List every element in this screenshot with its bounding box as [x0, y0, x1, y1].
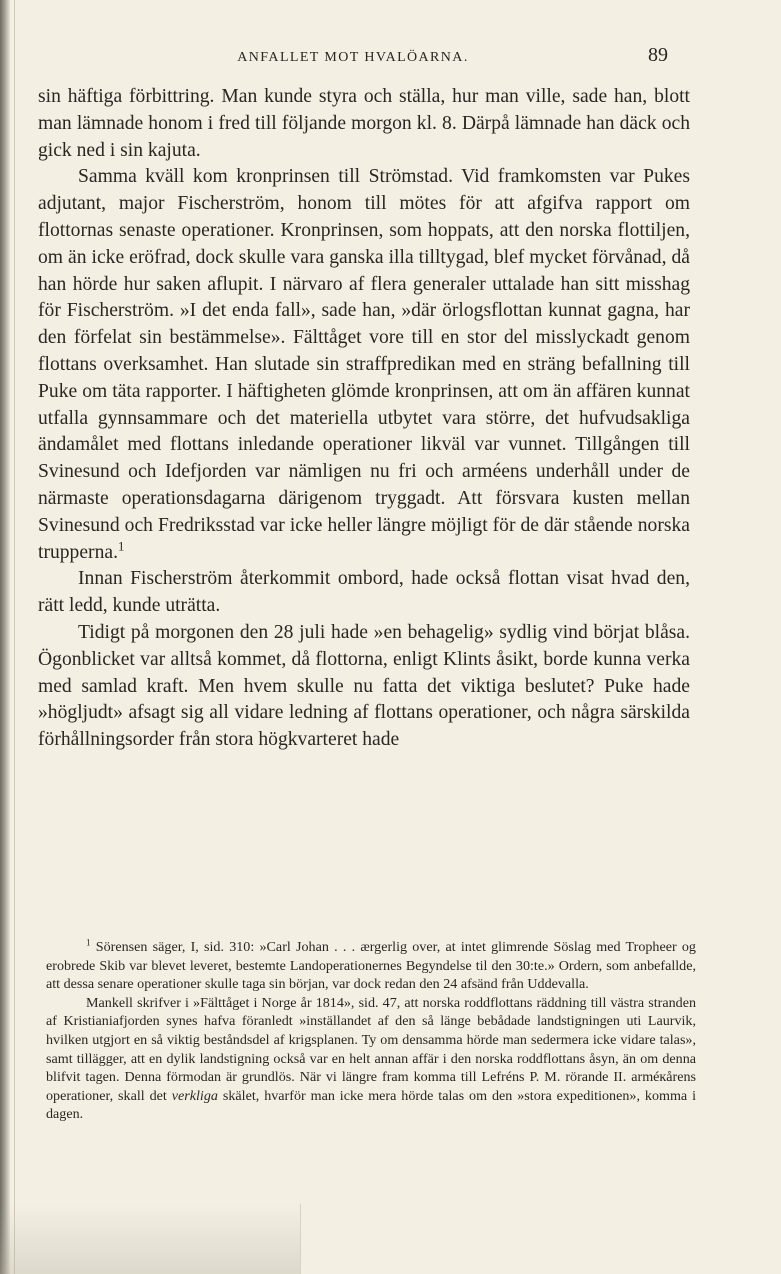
paragraph-4: Tidigt på morgonen den 28 juli hade »en behagelig» sydlig vind börjat blåsa. Ögonblicket var alltså kommet, då flottorna, enligt Klints åsikt, borde kunna verka med samlad kraft. Men hvem skulle nu fatta det viktiga beslutet? Puke hade »högljudt» afsagt sig all vidare ledning af flottans operationer, och några särskilda förhållningsorder från stora högkvarteret hade: [38, 621, 690, 751]
main-text: [38, 84, 690, 754]
paragraph-1: sin häftiga förbittring. Man kunde styra och ställa, hur man ville, sade han, blott man lämnade honom i fred till följande morgon kl. 8. Därpå lämnade han däck och gick ned i sin kajuta.: [38, 86, 690, 161]
footnote-marker: 1: [86, 937, 91, 948]
page-edge-shadow: [0, 1204, 301, 1274]
footnote: [46, 938, 696, 1124]
page-gutter-line: [14, 0, 15, 1274]
page-header: [38, 44, 668, 74]
book-spine-shadow: [0, 0, 10, 1274]
paragraph-3: Innan Fischerström återkommit ombord, hade också flottan visat hvad den, rätt ledd, kunde uträtta.: [38, 568, 690, 617]
paragraph-2: Samma kväll kom kronprinsen till Strömstad. Vid framkomsten var Pukes adjutant, major Fischerström, honom till mötes för att afgifva rapport om flottornas senaste operationer. Kronprinsen, som hoppats, att den norska flottiljen, om än icke eröfrad, dock skulle vara ganska illa tilltygad, blef mycket förvånad, då han hörde hur saken aflupit. I närvaro af flera generaler uttalade han sitt misshag för Fischerström. »I det enda fall», sade han, »där örlogsflottan kunnat gagna, har den förfelat sin bestämmelse». Fälttåget vore till en stor del misslyckadt genom flottans overksamhet. Han slutade sin straffpredikan med en sträng befallning till Puke om täta rapporter. I häftigheten glömde kronprinsen, att om än affären kunnat utfalla gynnsammare och det materiella utbytet vara större, det hufvudsakliga ändamålet med flottans inledande operationer likväl var vunnet. Tillgången till Svinesund och Idefjorden var nämligen nu fri och arméens underhåll under de närmaste operationsdagarna därigenom tryggadt. Att försvara kusten mellan Svinesund och Fredriksstad var icke heller längre möjligt för de där stående norska trupperna.$^1$: [38, 166, 690, 563]
footnote-paragraph-2: Mankell skrifver i »Fälttåget i Norge år 1814», sid. 47, att norska roddflottans räddning till västra stranden af Kristianiafjorden synes hafva föranledt »inställandet af den så länge bebådade landstigningen uti Laurvik, hvilken utgjort en så viktig beståndsdel af krigsplanen. Ty om densamma hörde man sedermera icke vidare talas», samt tillägger, att en dylik landstigning också var en helt annan affär i den norska roddflottans åsyn, än om denna blifvit tagen. Denna förmodan är grundlös. När vi längre fram komma till Lefréns P. M. rörande II. arméкårens operationer, skall det verkliga skälet, hvarför man icke mera hörde talas om den »stora expeditionen», komma i dagen.: [46, 994, 697, 1123]
footnote-paragraph-1: $^1$ Sörensen säger, I, sid. 310: »Carl Johan . . . ærgerlig over, at intet glimrende Söslag med Tropheer og erobrede Skib var blevet leveret, bestemte Landoperationernes Begyndelse til den 30:te.» Ordern, som anbefallde, att dessa senare operationer skulle taga sin början, var dock redan den 24 afsänd från Uddevalla.: [46, 937, 696, 993]
page-number: 89: [648, 44, 668, 66]
italic-word: verkliga: [171, 1087, 218, 1104]
running-title: ANFALLET MOT HVALÖARNA.: [237, 50, 469, 65]
footnote-reference: 1: [117, 539, 125, 554]
